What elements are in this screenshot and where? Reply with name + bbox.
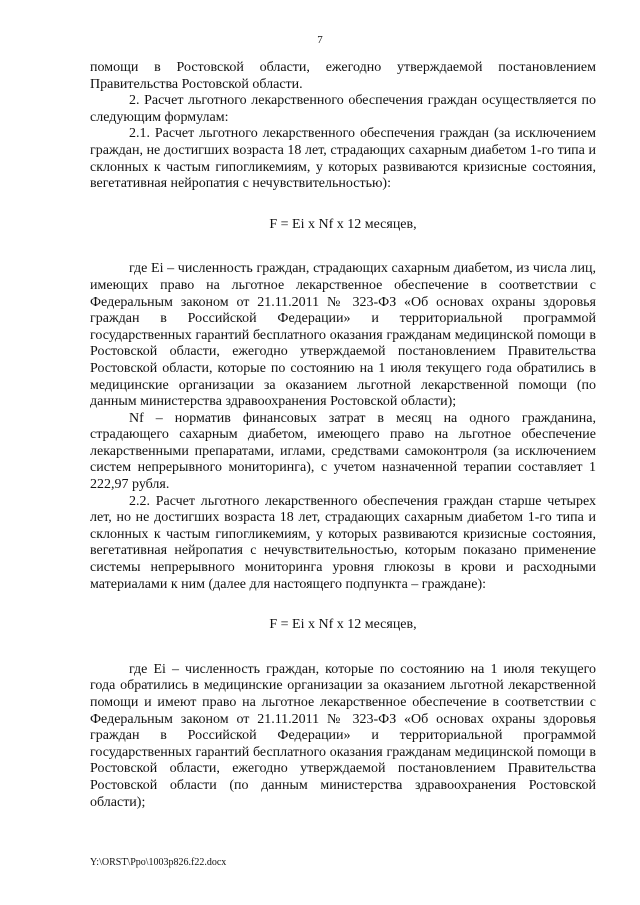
page-number: 7 bbox=[317, 34, 323, 46]
document-body bbox=[90, 60, 596, 811]
paragraph-continuation: помощи в Ростовской области, ежегодно утверждаемой постановлением Правительства Ростовской области. bbox=[90, 60, 596, 92]
paragraph-nf-definition: Nf – норматив финансовых затрат в месяц на одного гражданина, страдающего сахарным диабетом, имеющего право на льготное обеспечение лекарственными препаратами, иглами, средствами самоконтроля (за исключением систем непрерывного мониторинга), с учетом назначенной терапии составляет 1 222,97 рубля. bbox=[90, 410, 596, 493]
paragraph-ei-definition-2: где Ei – численность граждан, которые по состоянию на 1 июля текущего года обратились в медицинские организации за оказанием льготной лекарственной помощи и имеют право на льготное лекарственное обеспечение в соответствии с Федеральным законом от 21.11.2011 № 323-ФЗ «Об основах охраны здоровья граждан в Российской Федерации» и территориальной программой государственных гарантий бесплатного оказания гражданам медицинской помощи в Ростовской области, ежегодно утверждаемой постановлением Правительства Ростовской области (по данным министерства здравоохранения Ростовской области); bbox=[90, 661, 596, 810]
formula-2: F = Ei x Nf x 12 месяцев, bbox=[269, 617, 417, 633]
formula-1: F = Ei x Nf x 12 месяцев, bbox=[269, 216, 417, 232]
paragraph-formulas-intro: 2. Расчет льготного лекарственного обеспечения граждан осуществляется по следующим формулам: bbox=[90, 93, 596, 125]
paragraph-ei-definition-1: где Ei – численность граждан, страдающих сахарным диабетом, из числа лиц, имеющих право на льготное лекарственное обеспечение в соответствии с Федеральным законом от 21.11.2011 № 323-ФЗ «Об основах охраны здоровья граждан в Российской Федерации» и территориальной программой государственных гарантий бесплатного оказания гражданам медицинской помощи в Ростовской области, ежегодно утверждаемой постановлением Правительства Ростовской области, которые по состоянию на 1 июля текущего года обратились в медицинские организации за оказанием льготной лекарственной помощи (по данным министерства здравоохранения Ростовской области); bbox=[90, 261, 596, 410]
paragraph-section-2-2: 2.2. Расчет льготного лекарственного обеспечения граждан старше четырех лет, но не достигших возраста 18 лет, страдающих сахарным диабетом 1-го типа и склонных к частым гипогликемиям, у которых развиваются кризисные состояния, вегетативная нейропатия с нечувствительностью, которым показано применение системы непрерывного мониторинга уровня глюкозы в крови и расходными материалами к ним (далее для настоящего подпункта – граждане): bbox=[90, 493, 596, 592]
paragraph-section-2-1: 2.1. Расчет льготного лекарственного обеспечения граждан (за исключением граждан, не достигших возраста 18 лет, страдающих сахарным диабетом 1-го типа и склонных к частым гипогликемиям, у которых развиваются кризисные состояния, вегетативная нейропатия с нечувствительностью): bbox=[90, 126, 596, 192]
footer-file-path: Y:\ORST\Ppo\1003p826.f22.docx bbox=[90, 857, 227, 868]
